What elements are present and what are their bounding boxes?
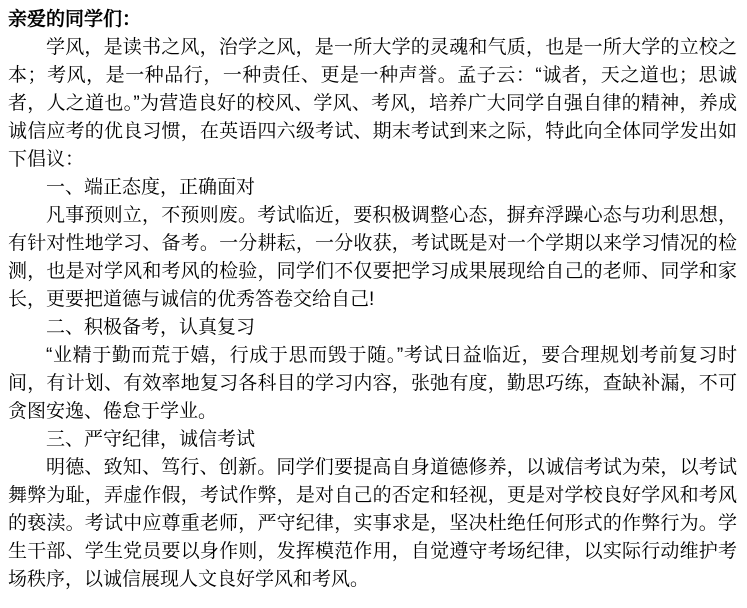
paragraph-section-2: “业精于勤而荒于嬉，行成于思而毁于随。”考试日益临近，要合理规划考前复习时间，有计划、有效率地复习各科目的学习内容，张弛有度，勤思巧练，查缺补漏，不可贪图安逸、倦怠于学业。 (8, 345, 737, 422)
document-salutation: 亲爱的同学们： (8, 9, 142, 30)
section-heading-3: 三、严守纪律，诚信考试 (46, 429, 256, 450)
document-body (8, 34, 737, 594)
section-heading-2: 二、积极备考，认真复习 (46, 317, 256, 338)
section-heading-1: 一、端正态度，正确面对 (46, 177, 256, 198)
paragraph-section-1: 凡事预则立，不预则废。考试临近，要积极调整心态，摒弃浮躁心态与功利思想，有针对性地学习、备考。一分耕耘，一分收获，考试既是对一个学期以来学习情况的检测，也是对学风和考风的检验，同学们不仅要把学习成果展现给自己的老师、同学和家长，更要把道德与诚信的优秀答卷交给自己! (8, 205, 737, 310)
paragraph-intro: 学风，是读书之风，治学之风，是一所大学的灵魂和气质，也是一所大学的立校之本；考风，是一种品行，一种责任、更是一种声誉。孟子云：“诚者，天之道也；思诚者，人之道也。”为营造良好的校风、学风、考风，培养广大同学自强自律的精神，养成诚信应考的优良习惯，在英语四六级考试、期末考试到来之际，特此向全体同学发出如下倡议： (8, 37, 737, 170)
paragraph-section-3: 明德、致知、笃行、创新。同学们要提高自身道德修养，以诚信考试为荣，以考试舞弊为耻，弄虚作假，考试作弊，是对自己的否定和轻视，更是对学校良好学风和考风的亵渎。考试中应尊重老师，严守纪律，实事求是，坚决杜绝任何形式的作弊行为。学生干部、学生党员要以身作则，发挥模范作用，自觉遵守考场纪律，以实际行动维护考场秩序，以诚信展现人文良好学风和考风。 (8, 457, 737, 590)
